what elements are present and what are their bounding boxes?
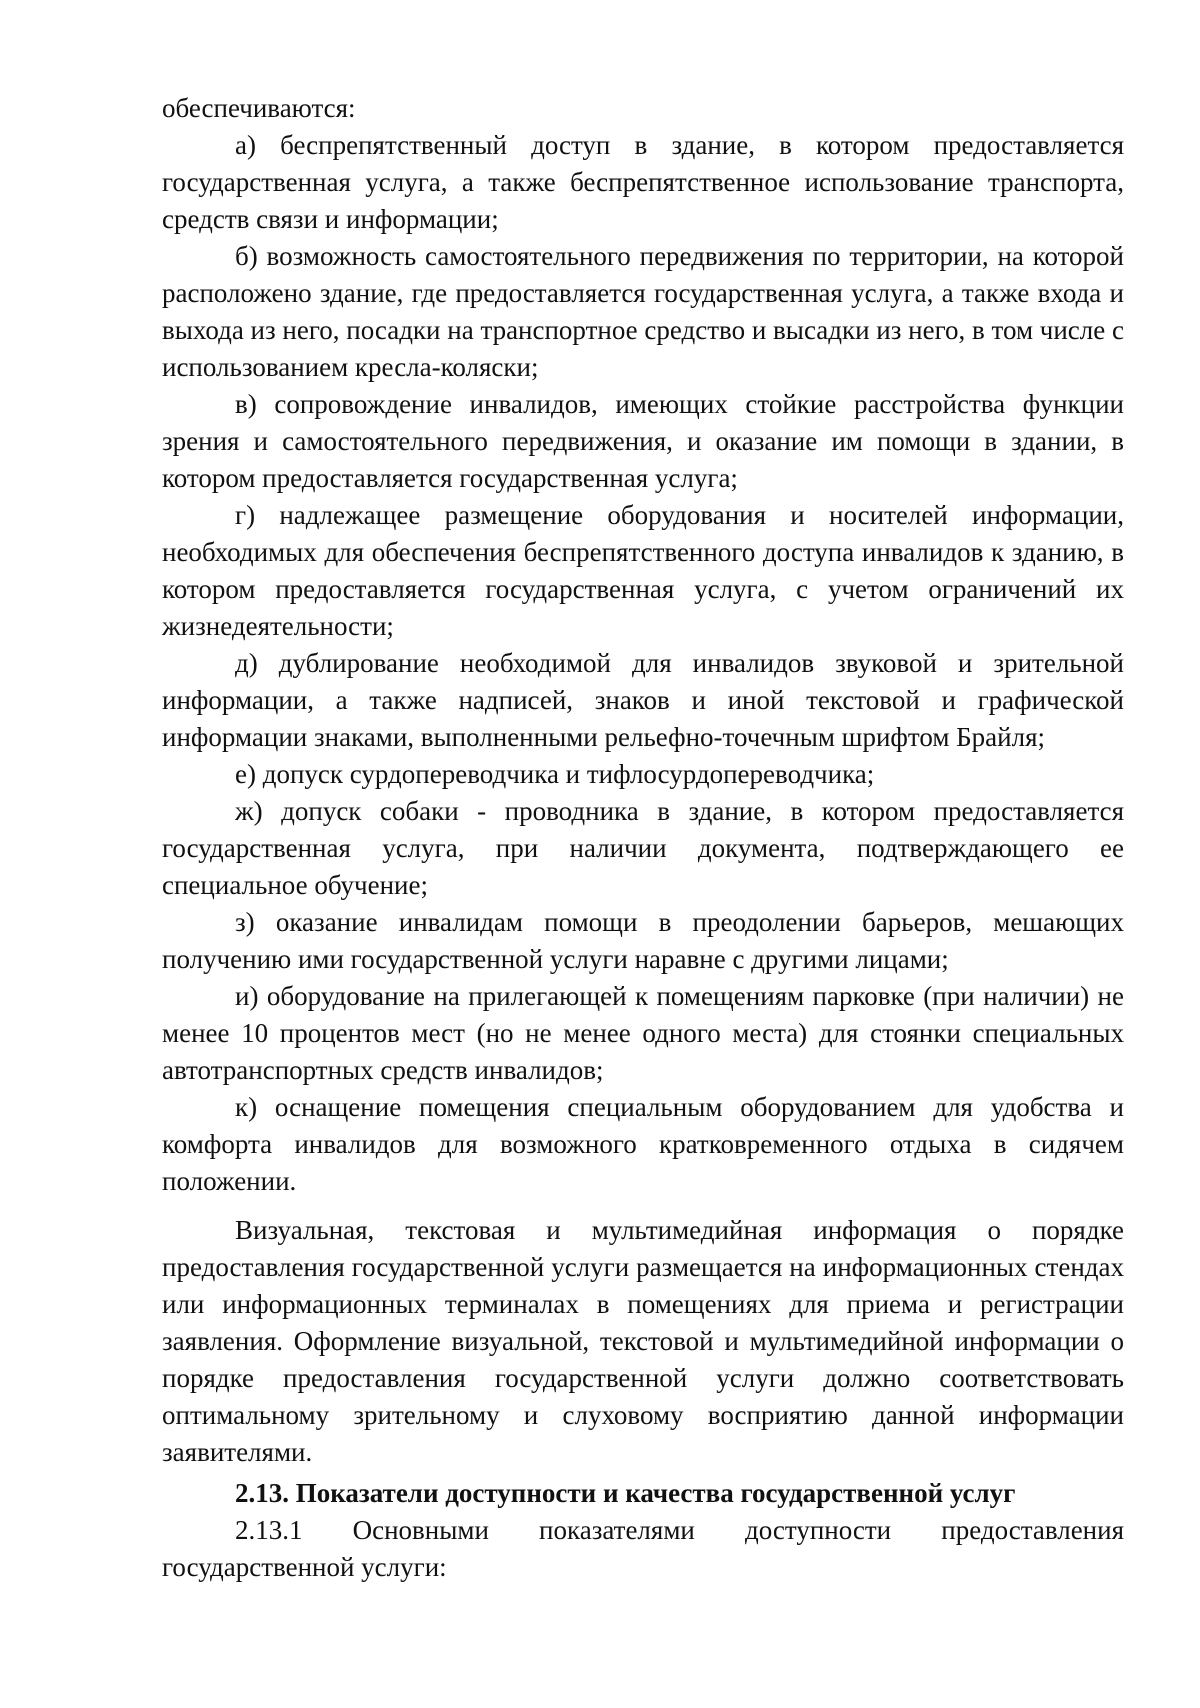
list-item-k: к) оснащение помещения специальным оборудованием для удобства и комфорта инвалидов для возможного кратковременного отдыха в сидячем положении. bbox=[162, 1092, 1124, 1196]
list-item-g: г) надлежащее размещение оборудования и носителей информации, необходимых для обеспечения беспрепятственного доступа инвалидов к зданию, в котором предоставляется государственная услуга, с учетом ограничений их жизнедеятельности; bbox=[162, 500, 1124, 641]
list-item-b: б) возможность самостоятельного передвижения по территории, на которой расположено здание, где предоставляется государственная услуга, а также входа и выхода из него, посадки на транспортное средство и высадки из него, в том числе с использованием кресла-коляски; bbox=[162, 241, 1124, 382]
list-item-i: и) оборудование на прилегающей к помещениям парковке (при наличии) не менее 10 процентов мест (но не менее одного места) для стоянки специальных автотранспортных средств инвалидов; bbox=[162, 981, 1124, 1085]
list-item-v: в) сопровождение инвалидов, имеющих стойкие расстройства функции зрения и самостоятельного передвижения, и оказание им помощи в здании, в котором предоставляется государственная услуга; bbox=[162, 389, 1124, 493]
list-item-z: з) оказание инвалидам помощи в преодолении барьеров, мешающих получению ими государственной услуги наравне с другими лицами; bbox=[162, 907, 1124, 974]
paragraph-2-13-1: 2.13.1 Основными показателями доступности предоставления государственной услуги: bbox=[162, 1515, 1124, 1582]
list-item-zh: ж) допуск собаки - проводника в здание, в котором предоставляется государственная услуга, при наличии документа, подтверждающего ее специальное обучение; bbox=[162, 796, 1124, 900]
list-item-e: е) допуск сурдопереводчика и тифлосурдопереводчика; bbox=[235, 759, 875, 789]
list-item-a: а) беспрепятственный доступ в здание, в котором предоставляется государственная услуга, а также беспрепятственное использование транспорта, средств связи и информации; bbox=[162, 130, 1124, 234]
paragraph-visual-info: Визуальная, текстовая и мультимедийная информация о порядке предоставления государственной услуги размещается на информационных стендах или информационных терминалах в помещениях для приема и регистрации заявления. Оформление визуальной, текстовой и мультимедийной информации о порядке предоставления государственной услуги должно соответствовать оптимальному зрительному и слуховому восприятию данной информации заявителями. bbox=[162, 1215, 1124, 1467]
list-item-d: д) дублирование необходимой для инвалидов звуковой и зрительной информации, а также надписей, знаков и иной текстовой и графической информации знаками, выполненными рельефно-точечным шрифтом Брайля; bbox=[162, 648, 1124, 752]
document-body bbox=[162, 90, 1124, 1586]
paragraph-intro: обеспечиваются: bbox=[162, 93, 356, 123]
section-heading: 2.13. Показатели доступности и качества государственной услуг bbox=[235, 1478, 1016, 1508]
